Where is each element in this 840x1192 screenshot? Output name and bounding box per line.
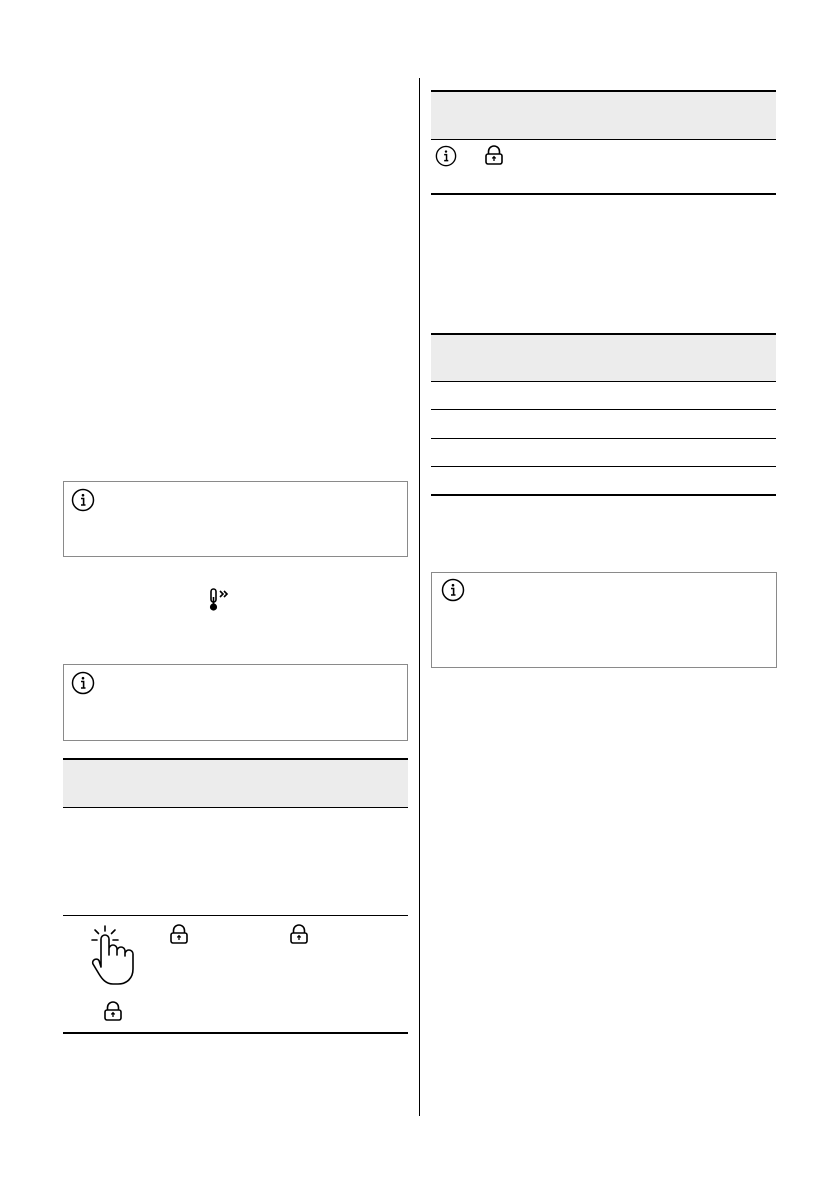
right-table-2-bottom-rule xyxy=(431,494,776,496)
left-table-row-rule xyxy=(63,915,408,916)
right-table-1-header xyxy=(431,91,776,139)
right-table-1-top-rule xyxy=(431,90,776,92)
finger-touch-icon xyxy=(88,924,140,988)
right-table-1-bottom-rule xyxy=(431,193,776,195)
left-table-header-rule xyxy=(63,807,408,808)
padlock-icon xyxy=(484,145,504,165)
info-icon xyxy=(441,578,465,602)
left-table-bottom-rule xyxy=(63,1032,408,1034)
right-table-1-header-rule xyxy=(431,139,776,140)
right-table-2-row-rule xyxy=(431,409,776,410)
info-note-box-2 xyxy=(63,664,408,741)
thermometer-icon xyxy=(207,587,237,613)
right-table-2-top-rule xyxy=(431,333,776,335)
info-note-box-1 xyxy=(63,481,408,557)
padlock-icon xyxy=(103,1001,123,1021)
left-table-header xyxy=(63,759,408,807)
info-icon xyxy=(435,145,457,167)
info-icon xyxy=(71,671,95,695)
right-table-2-row-rule xyxy=(431,466,776,467)
right-table-2-header-rule xyxy=(431,381,776,382)
info-icon xyxy=(71,488,95,512)
column-divider xyxy=(419,78,420,1116)
left-table-top-rule xyxy=(63,758,408,760)
right-table-2-row-rule xyxy=(431,438,776,439)
info-note-box-3 xyxy=(431,572,777,668)
right-table-2-header xyxy=(431,334,776,382)
padlock-icon xyxy=(289,924,309,944)
padlock-icon xyxy=(169,924,189,944)
